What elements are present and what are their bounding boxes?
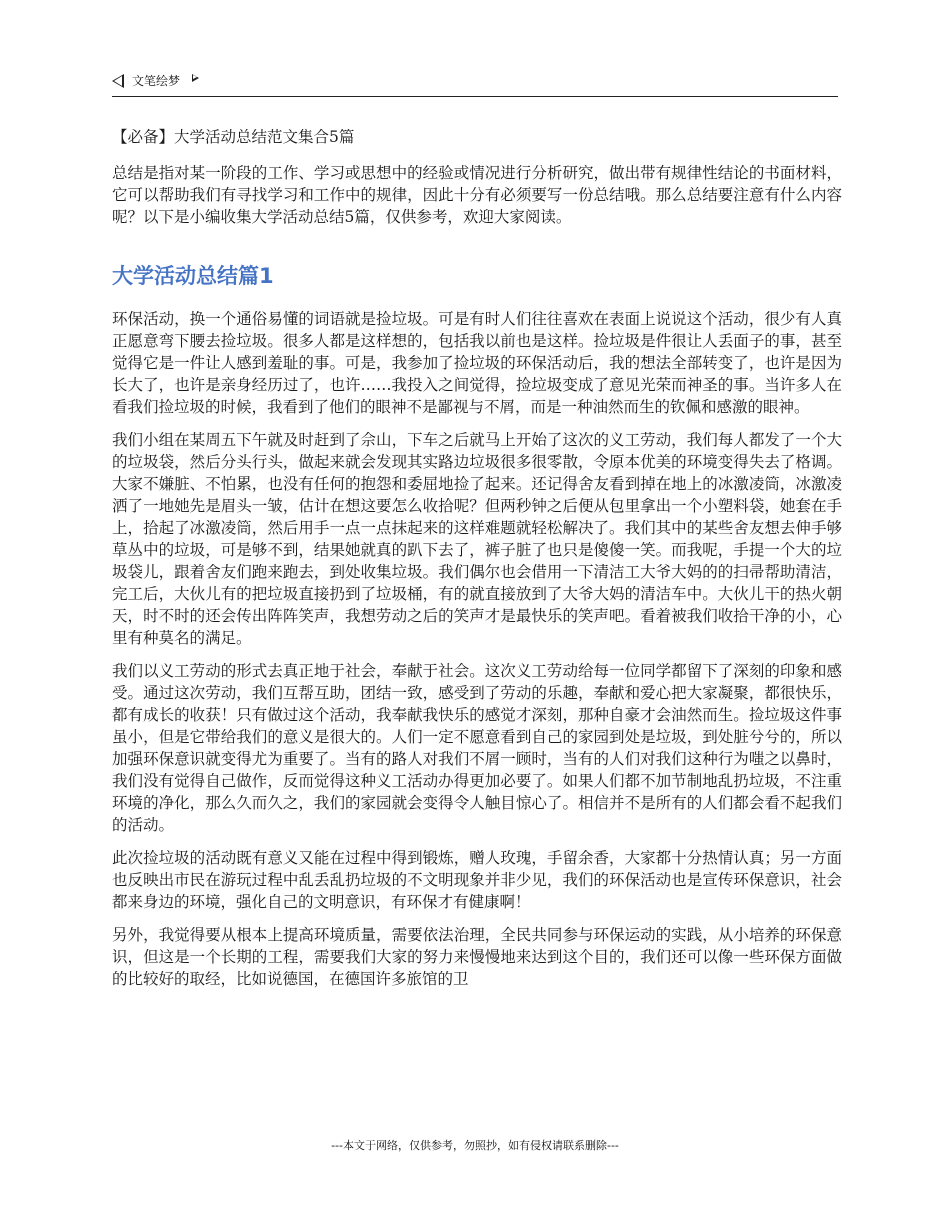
document-title: 【必备】大学活动总结范文集合5篇 <box>112 128 355 146</box>
intro-paragraph: 总结是指对某一阶段的工作、学习或思想中的经验或情况进行分析研究，做出带有规律性结论的书面材料，它可以帮助我们有寻找学习和工作中的规律，因此十分有必须要写一份总结哦。那么总结要注意有什么内容呢？以下是小编收集大学活动总结5篇，仅供参考，欢迎大家阅读。 <box>112 164 842 226</box>
page-header <box>112 70 838 97</box>
page-footer: ---本文于网络，仅供参考，勿照抄，如有侵权请联系删除--- <box>331 1139 619 1152</box>
header-brand <box>112 72 199 89</box>
body-paragraph-5: 另外，我觉得要从根本上提高环境质量，需要依法治理，全民共同参与环保运动的实践，从小培养的环保意识，但这是一个长期的工程，需要我们大家的努力来慢慢地来达到这个目的，我们还可以像一些环保方面做的比较好的取经，比如说德国，在德国许多旅馆的卫 <box>112 926 842 988</box>
triangle-left-icon <box>112 74 124 88</box>
body-paragraph-3: 我们以义工劳动的形式去真正地于社会，奉献于社会。这次义工劳动给每一位同学都留下了深刻的印象和感受。通过这次劳动，我们互帮互助，团结一致，感受到了劳动的乐趣，奉献和爱心把大家凝聚，都很快乐，都有成长的收获！只有做过这个活动，我奉献我快乐的感觉才深刻，那种自豪才会油然而生。捡垃圾这件事虽小，但是它带给我们的意义是很大的。人们一定不愿意看到自己的家园到处是垃圾，到处脏兮兮的，所以加强环保意识就变得尤为重要了。当有的路人对我们不屑一顾时，当有的人们对我们这种行为嗤之以鼻时，我们没有觉得自己做作，反而觉得这种义工活动办得更加必要了。如果人们都不加节制地乱扔垃圾，不注重环境的净化，那么久而久之，我们的家园就会变得令人触目惊心了。相信并不是所有的人们都会看不起我们的活动。 <box>112 662 842 834</box>
section-heading: 大学活动总结篇1 <box>112 264 274 288</box>
triangle-right-icon <box>192 74 199 82</box>
brand-name: 文笔绘梦 <box>132 74 181 88</box>
body-paragraph-4: 此次捡垃圾的活动既有意义又能在过程中得到锻炼，赠人玫瑰，手留余香，大家都十分热情认真；另一方面也反映出市民在游玩过程中乱丢乱扔垃圾的不文明现象并非少见，我们的环保活动也是宣传环保意识，社会都来身边的环境，强化自己的文明意识，有环保才有健康啊！ <box>112 849 842 911</box>
body-paragraph-2: 我们小组在某周五下午就及时赶到了佘山，下车之后就马上开始了这次的义工劳动，我们每人都发了一个大的垃圾袋，然后分头行头，做起来就会发现其实路边垃圾很多很零散，令原本优美的环境变得失去了格调。大家不嫌脏、不怕累，也没有任何的抱怨和委屈地捡了起来。还记得舍友看到掉在地上的冰激凌筒，冰激凌洒了一地她先是眉头一皱，估计在想这要怎么收拾呢？但两秒钟之后便从包里拿出一个小塑料袋，她套在手上，拾起了冰激凌筒，然后用手一点一点抹起来的这样难题就轻松解决了。我们其中的某些舍友想去伸手够草丛中的垃圾，可是够不到，结果她就真的趴下去了，裤子脏了也只是傻傻一笑。而我呢，手提一个大的垃圾袋儿，跟着舍友们跑来跑去，到处收集垃圾。我们偶尔也会借用一下清洁工大爷大妈的的扫帚帮助清洁，完工后，大伙儿有的把垃圾直接扔到了垃圾桶，有的就直接放到了大爷大妈的清洁车中。大伙儿干的热火朝天，时不时的还会传出阵阵笑声，我想劳动之后的笑声才是最快乐的笑声吧。看着被我们收拾干净的小，心里有种莫名的满足。 <box>112 431 842 647</box>
body-paragraph-1: 环保活动，换一个通俗易懂的词语就是捡垃圾。可是有时人们往往喜欢在表面上说说这个活动，很少有人真正愿意弯下腰去捡垃圾。很多人都是这样想的，包括我以前也是这样。捡垃圾是件很让人丢面子的事，甚至觉得它是一件让人感到羞耻的事。可是，我参加了捡垃圾的环保活动后，我的想法全部转变了，也许是因为长大了，也许是亲身经历过了，也许……我投入之间觉得，捡垃圾变成了意见光荣而神圣的事。当许多人在看我们捡垃圾的时候，我看到了他们的眼神不是鄙视与不屑，而是一种油然而生的钦佩和感激的眼神。 <box>112 310 842 416</box>
document-body <box>112 126 842 1001</box>
